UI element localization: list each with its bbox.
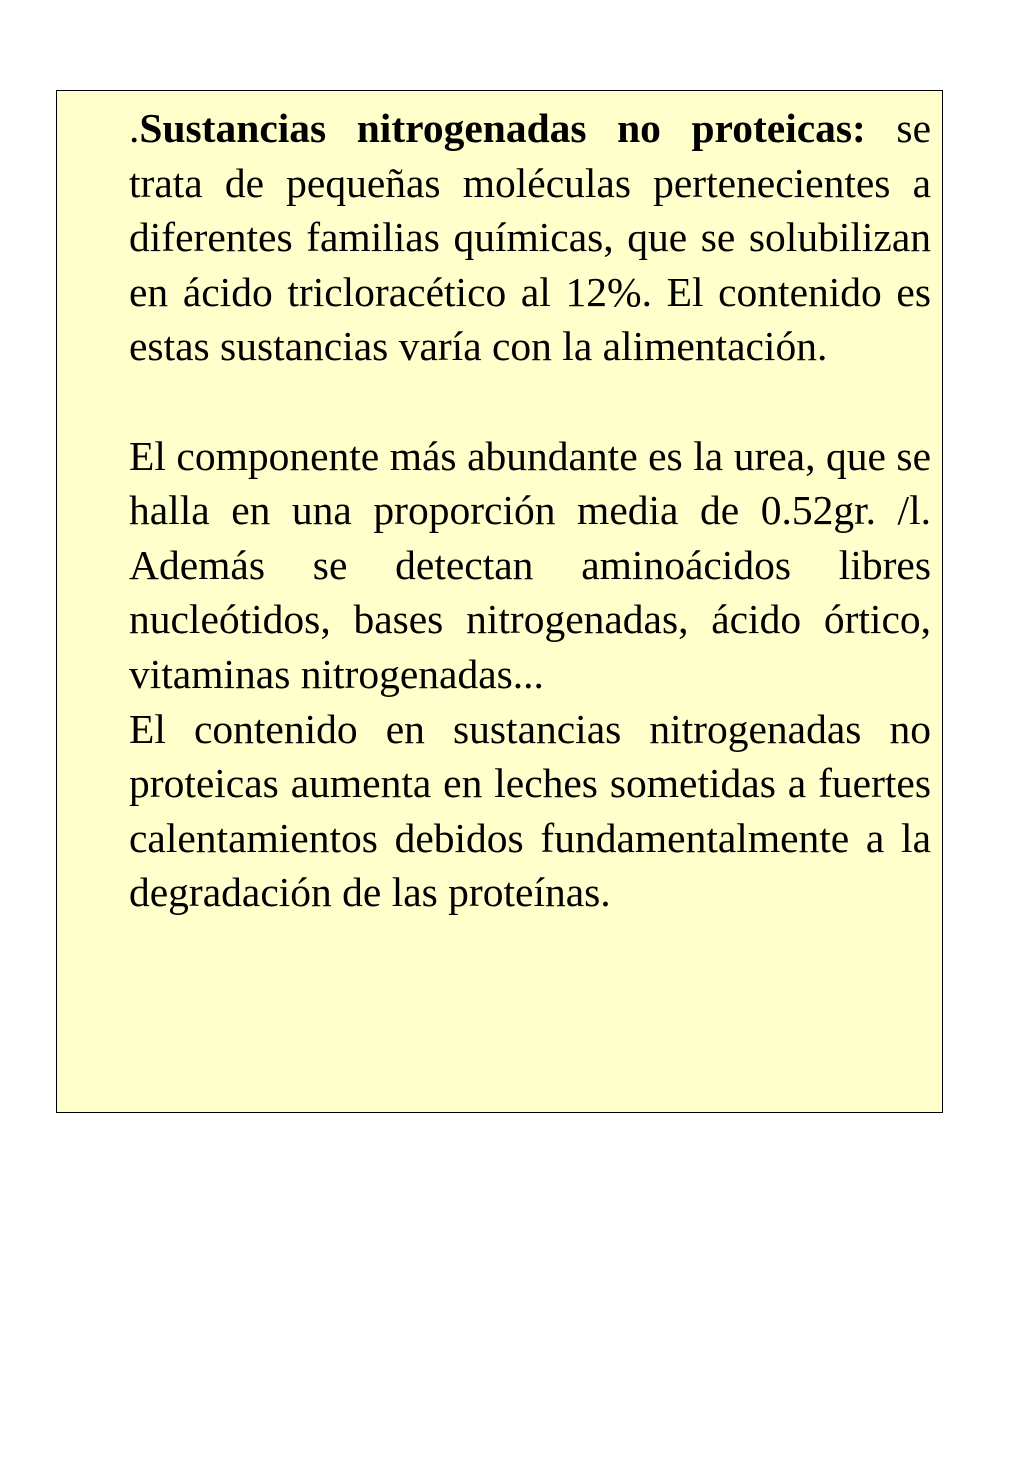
paragraph-1 [129,101,931,374]
paragraph-spacer [129,374,931,429]
text-block [129,101,931,920]
content-box [56,90,943,1113]
lead-dot: . [129,105,140,151]
heading-term: Sustancias nitrogenadas no proteicas: [139,105,866,151]
paragraph-2: El componente más abundante es la urea, que se halla en una proporción media de 0.52gr. /l. Además se detectan aminoácidos libres nucleótidos, bases nitrogenadas, ácido órtico, vitaminas nitrogenadas... [129,432,931,697]
paragraph-3: El contenido en sustancias nitrogenadas no proteicas aumenta en leches sometidas a fuertes calentamientos debidos fundamentalmente a la degradación de las proteínas. [129,705,931,916]
paragraph-1-body: se trata de pequeñas moléculas pertenecientes a diferentes familias químicas, que se solubilizan en ácido tricloracético al 12%. El contenido es estas sustancias varía con la alimentación. [129,105,931,370]
